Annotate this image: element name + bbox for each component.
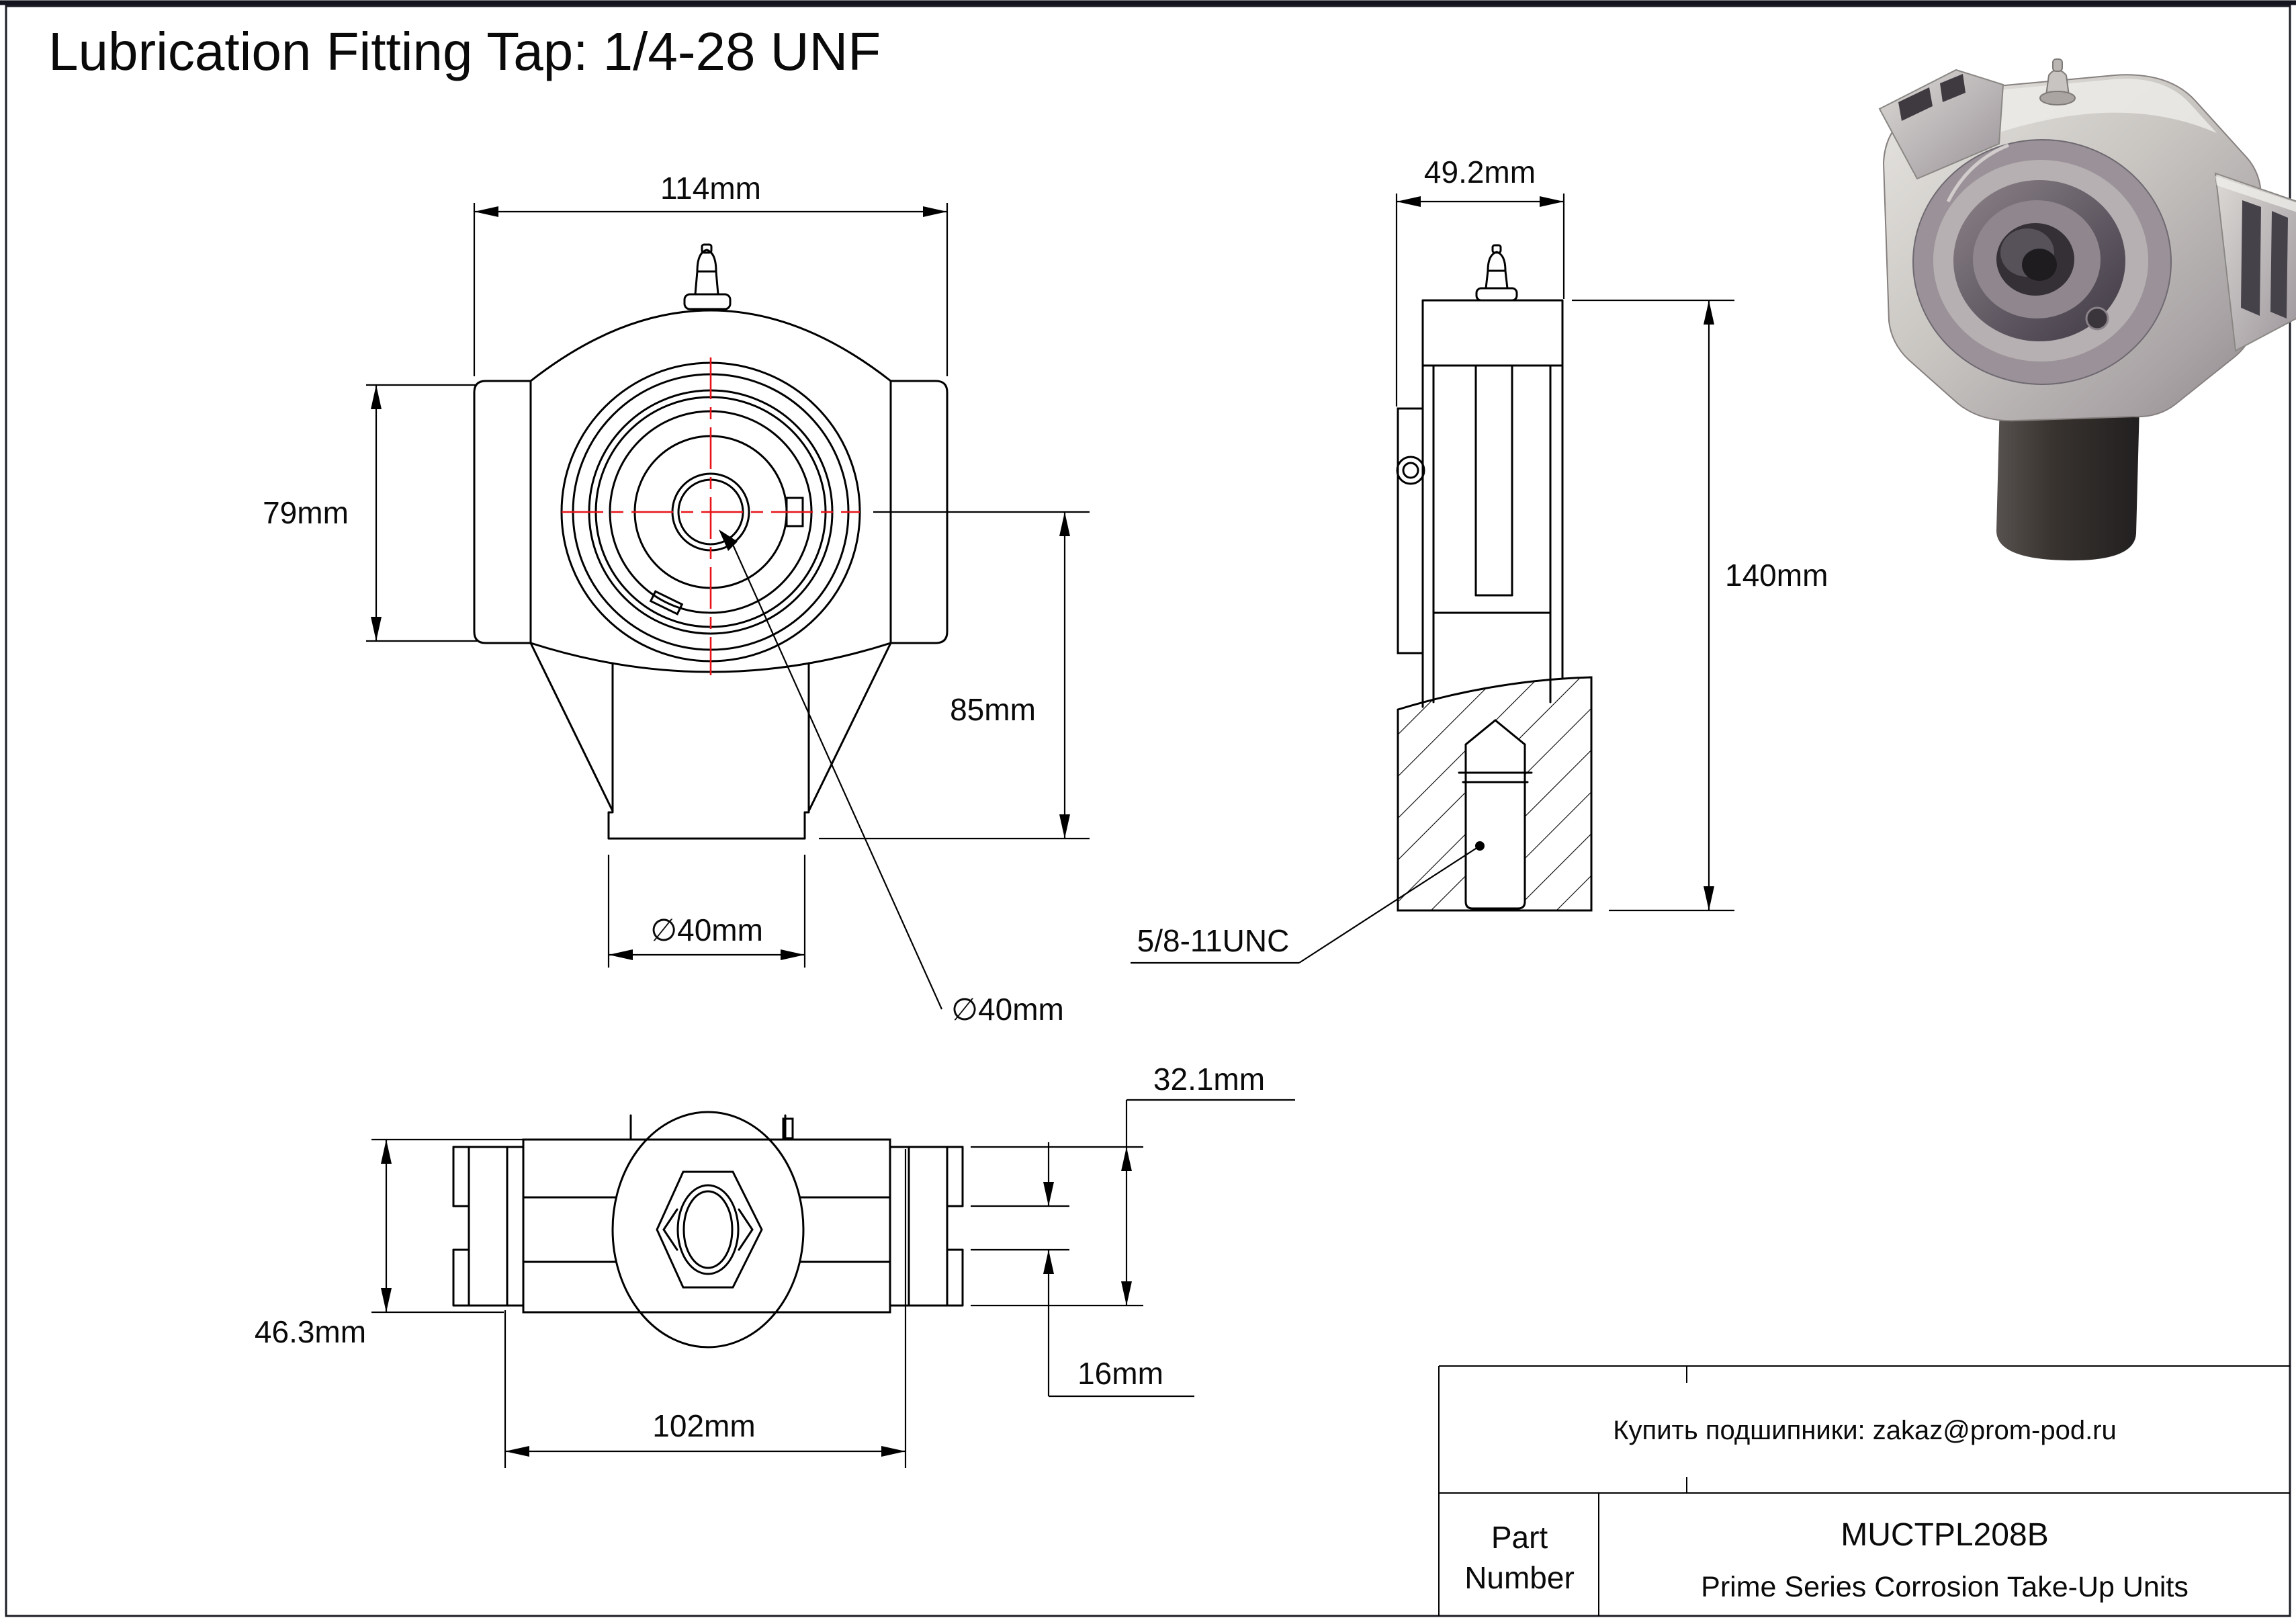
isometric-view xyxy=(1880,59,2296,560)
side-guide-tab xyxy=(1398,409,1423,653)
dim-bottom-height xyxy=(255,1140,523,1349)
iso-bearing xyxy=(1913,140,2171,384)
grease-fitting-side xyxy=(1476,245,1517,300)
dim-label: 114mm xyxy=(660,171,761,206)
bottom-left-flange xyxy=(453,1147,523,1306)
page-title: Lubrication Fitting Tap: 1/4-28 UNF xyxy=(48,22,881,81)
title-block xyxy=(1439,1366,2290,1616)
front-view xyxy=(263,171,1090,1027)
dim-label: 79mm xyxy=(263,495,349,530)
dim-label: ∅40mm xyxy=(650,912,763,947)
dim-label: 85mm xyxy=(950,692,1036,727)
thread-boss xyxy=(1466,720,1525,908)
hex-nut xyxy=(657,1172,762,1287)
dim-label: ∅40mm xyxy=(951,992,1064,1027)
dim-side-width xyxy=(1397,155,1564,407)
thread-label: 5/8-11UNC xyxy=(1137,923,1290,958)
dim-label: 32.1mm xyxy=(1153,1062,1266,1097)
series-name: Prime Series Corrosion Take-Up Units xyxy=(1701,1571,2189,1603)
side-view xyxy=(1131,155,1828,963)
dim-front-side-height xyxy=(263,385,477,641)
dim-label: 49.2mm xyxy=(1423,155,1536,189)
bottom-view xyxy=(255,1062,1295,1468)
part-label-line1: Part xyxy=(1491,1520,1548,1555)
grease-fitting-front xyxy=(685,245,730,309)
bottom-body xyxy=(523,1140,890,1312)
dim-bottom-flange-height xyxy=(971,1062,1295,1306)
bottom-right-flange xyxy=(890,1147,963,1306)
dim-label: 140mm xyxy=(1725,558,1828,593)
front-left-wing xyxy=(474,381,531,643)
supplier-text: Купить подшипники: zakaz@prom-pod.ru xyxy=(1613,1416,2117,1445)
dim-front-shaft xyxy=(609,855,805,968)
dim-bottom-slot xyxy=(971,1142,1194,1396)
part-label-line2: Number xyxy=(1464,1560,1575,1595)
dim-side-height xyxy=(1572,300,1828,910)
dim-front-center-height xyxy=(819,512,1090,839)
dim-label: 102mm xyxy=(652,1408,756,1443)
part-number: MUCTPL208B xyxy=(1841,1517,2049,1553)
dim-label: 46.3mm xyxy=(254,1314,367,1349)
dim-front-width xyxy=(474,171,947,376)
dim-label: 16mm xyxy=(1077,1356,1163,1391)
